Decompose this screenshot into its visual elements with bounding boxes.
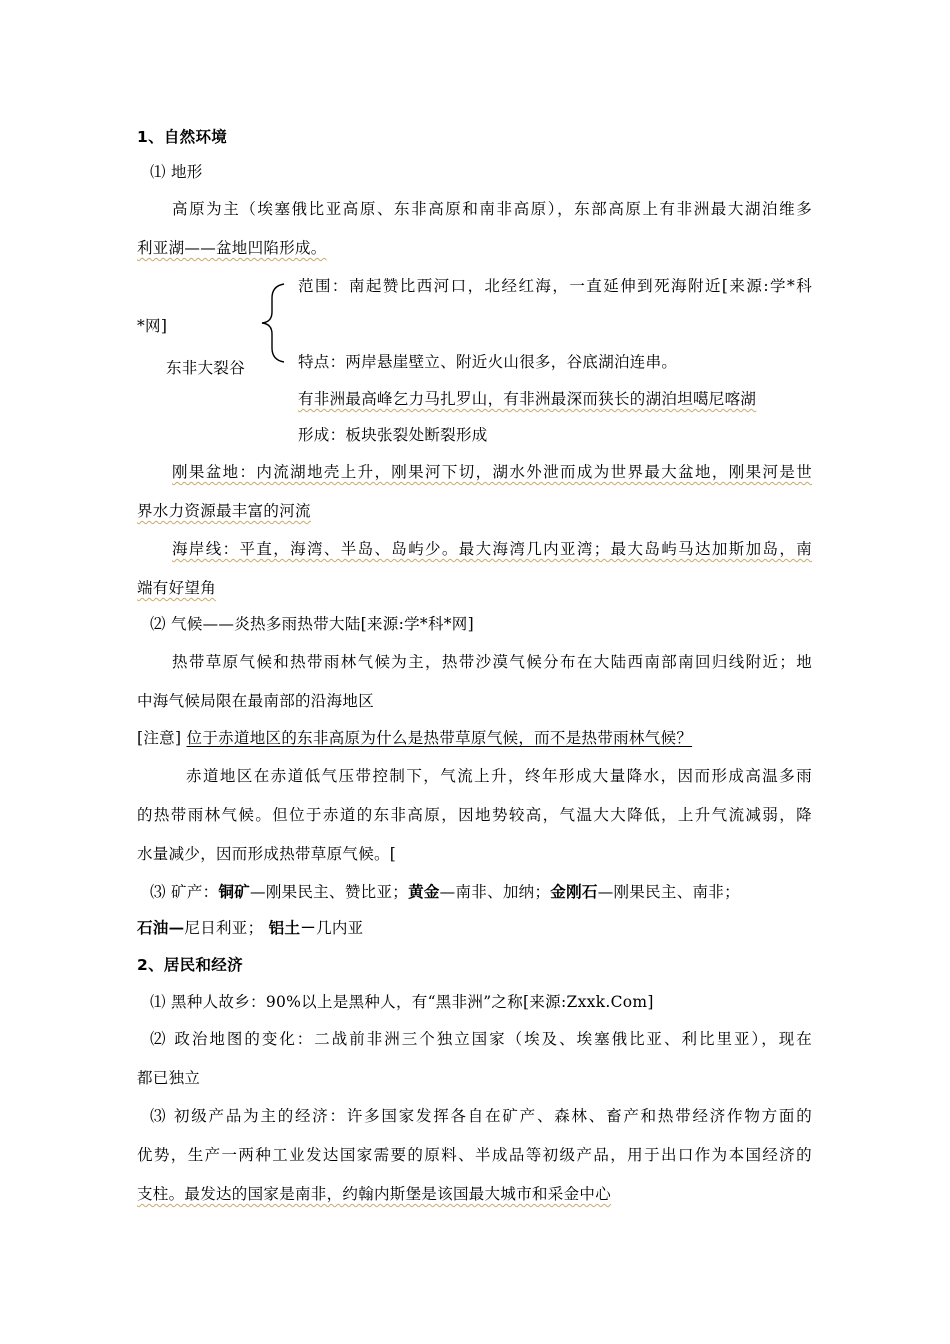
terrain-paragraph-line2: [137, 238, 327, 258]
coastline-line1: [172, 539, 812, 559]
mineral-diamond-text: —刚果民主、南非；: [597, 883, 740, 901]
mineral-copper-text: —刚果民主、赞比亚；: [250, 883, 409, 901]
section-title-residents-economy: 2、居民和经济: [137, 956, 243, 974]
mineral-copper: 铜矿: [218, 882, 251, 901]
terrain-paragraph-line1: 高原为主（埃塞俄比亚高原、东非高原和南非高原），东部高原上有非洲最大湖泊维多: [172, 200, 812, 218]
congo-basin-line2: [137, 501, 311, 521]
mineral-gold: 黄金: [408, 882, 440, 901]
answer-line3: 水量减少，因而形成热带草原气候。[: [137, 845, 397, 863]
economy-line3-text: 支柱。最发达的国家是南非，约翰内斯堡是该国最大城市和采金中心: [137, 1185, 612, 1203]
note-question: [137, 728, 692, 748]
note-question-text: 位于赤道地区的东非高原为什么是热带草原气候，而不是热带雨林气候？: [186, 729, 693, 747]
rift-valley-label: 东非大裂谷: [166, 359, 246, 377]
minerals-prefix: ⑶ 矿产：: [150, 883, 219, 901]
political-map-line2: 都已独立: [137, 1069, 201, 1087]
curly-brace-icon: [258, 282, 288, 364]
climate-line1: 热带草原气候和热带雨林气候为主，热带沙漠气候分布在大陆西南部南回归线附近；地: [172, 653, 812, 671]
answer-line2: 的热带雨林气候。但位于赤道的东非高原，因地势较高，气温大大降低，上升气流减弱，降: [137, 806, 812, 824]
section-title-natural-environment: 1、自然环境: [137, 128, 228, 146]
economy-line1: ⑶ 初级产品为主的经济：许多国家发挥各自在矿产、森林、畜产和热带经济作物方面的: [150, 1107, 812, 1125]
rift-peak-lake: [298, 389, 756, 409]
mineral-oil: 石油—: [137, 918, 185, 937]
economy-line2: 优势，生产一两种工业发达国家需要的原料、半成品等初级产品，用于出口作为本国经济的: [137, 1146, 812, 1164]
rift-range-line1: 范围：南起赞比西河口，北经红海，一直延伸到死海附近[来源:学*科: [298, 277, 812, 295]
subheading-terrain: ⑴ 地形: [150, 163, 203, 181]
note-tag: [注意]: [137, 729, 182, 747]
mineral-oil-text: 尼日利亚；: [184, 919, 264, 937]
rift-formation: 形成：板块张裂处断裂形成: [298, 426, 488, 444]
subheading-climate: ⑵ 气候——炎热多雨热带大陆[来源:学*科*网]: [150, 615, 474, 633]
mineral-gold-text: —南非、加纳；: [439, 883, 551, 901]
mineral-bauxite: 铝土－: [268, 918, 317, 937]
answer-line1: 赤道地区在赤道低气压带控制下，气流上升，终年形成大量降水，因而形成高温多雨: [186, 767, 812, 785]
political-map-line1: ⑵ 政治地图的变化：二战前非洲三个独立国家（埃及、埃塞俄比亚、利比里亚），现在: [150, 1030, 812, 1048]
congo-basin-line1-text: 刚果盆地：内流湖地壳上升，刚果河下切，湖水外泄而成为世界最大盆地，刚果河是世: [172, 463, 812, 481]
coastline-line2: [137, 578, 216, 598]
minerals-line1: [150, 882, 740, 902]
terrain-paragraph-line2-text: 利亚湖——盆地凹陷形成。: [137, 239, 327, 257]
black-people-homeland: ⑴ 黑种人故乡：90%以上是黑种人，有“黑非洲”之称[来源:Zxxk.Com]: [150, 993, 654, 1011]
mineral-bauxite-text: 几内亚: [316, 919, 364, 937]
minerals-line2: [137, 918, 363, 938]
congo-basin-line1: [172, 462, 812, 482]
mineral-diamond: 金刚石: [550, 882, 598, 901]
climate-line2: 中海气候局限在最南部的沿海地区: [137, 692, 375, 710]
rift-feature: 特点：两岸悬崖壁立、附近火山很多，谷底湖泊连串。: [298, 353, 678, 371]
congo-basin-line2-text: 界水力资源最丰富的河流: [137, 502, 311, 520]
coastline-line1-text: 海岸线：平直，海湾、半岛、岛屿少。最大海湾几内亚湾；最大岛屿马达加斯加岛，南: [172, 540, 812, 558]
rift-peak-lake-text: 有非洲最高峰乞力马扎罗山，有非洲最深而狭长的湖泊坦噶尼喀湖: [298, 390, 757, 408]
coastline-line2-text: 端有好望角: [137, 579, 217, 597]
rift-range-line2: *网]: [137, 317, 168, 335]
economy-line3: [137, 1184, 611, 1204]
